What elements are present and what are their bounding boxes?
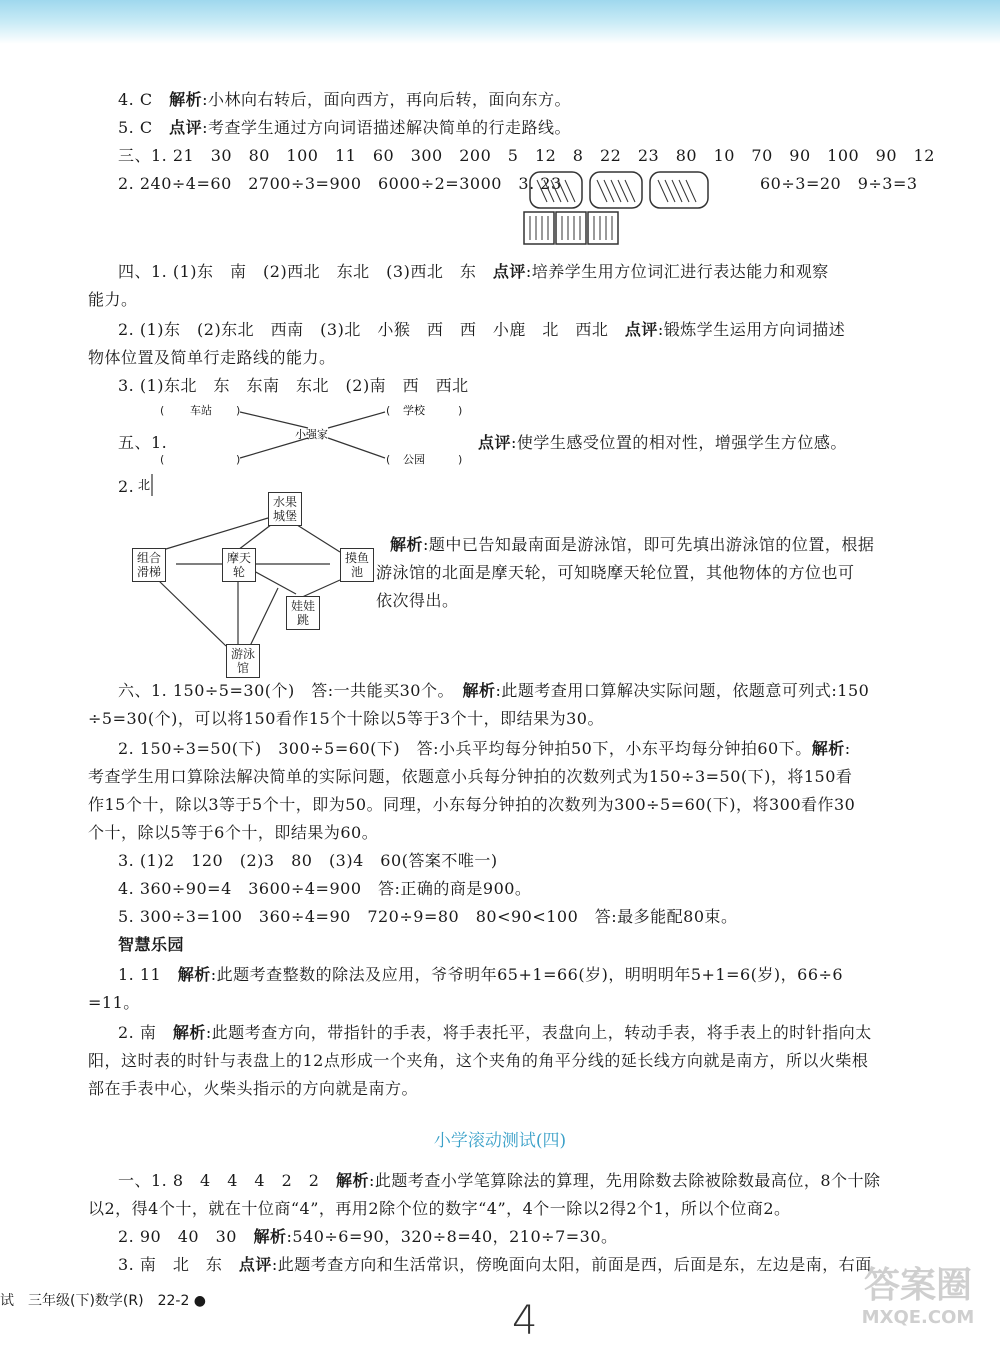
svg-text:(: ( bbox=[160, 404, 165, 417]
node-pool: 游泳馆 bbox=[226, 644, 260, 678]
svg-text:(: ( bbox=[386, 453, 391, 466]
section-4-line-2b: 物体位置及简单行走路线的能力。 bbox=[88, 348, 336, 367]
test-line-1b: 以2，得4个十，就在十位商“4”，再用2除个位的数字“4”，4个一除以2得2个1，所以个位商2。 bbox=[88, 1199, 791, 1218]
section-6-line-3: 3. (1)2 120 (2)3 80 (3)4 60(答案不唯一) bbox=[118, 851, 498, 870]
test-title: 小学滚动测试(四) bbox=[433, 1131, 567, 1151]
section-4-line-1: 四、1. (1)东 南 (2)西北 东北 (3)西北 东 点评:培养学生用方位词汇进行表达能力和观察 bbox=[118, 262, 829, 281]
svg-text:(: ( bbox=[160, 453, 165, 466]
watermark-text-1: 答案圈 bbox=[863, 1265, 972, 1306]
watermark-text-2: MXQE.COM bbox=[861, 1307, 975, 1328]
section-6-line-1b: ÷5=30(个)，可以将150看作15个十除以5等于3个十，即结果为30。 bbox=[88, 709, 604, 728]
analysis-line-3: 依次得出。 bbox=[376, 591, 459, 610]
analysis-line-1: 解析:题中已告知最南面是游泳馆，即可先填出游泳馆的位置，根据 bbox=[390, 535, 875, 554]
section-3-line-2: 2. 240÷4=60 2700÷3=900 6000÷2=3000 3. 23 bbox=[118, 174, 562, 193]
section-4-line-1b: 能力。 bbox=[88, 290, 138, 309]
svg-text:): ) bbox=[236, 453, 241, 466]
section-4-line-3: 3. (1)东北 东 东南 东北 (2)南 西 西北 bbox=[118, 376, 469, 395]
section-4-line-2: 2. (1)东 (2)东北 西南 (3)北 小猴 西 西 小鹿 北 西北 点评:锻炼学生运用方向词描述 bbox=[118, 320, 846, 339]
section-6-line-5: 5. 300÷3=100 360÷4=90 720÷9=80 80<90<100 答:最多能配80束。 bbox=[118, 907, 738, 926]
section-3-line-2b: 60÷3=20 9÷3=3 bbox=[760, 174, 918, 193]
svg-text:): ) bbox=[458, 453, 463, 466]
analysis-line-2: 游泳馆的北面是摩天轮，可知晓摩天轮位置，其他物体的方位也可 bbox=[376, 563, 855, 582]
svg-text:): ) bbox=[458, 404, 463, 417]
node-fruit-castle: 水果城堡 bbox=[268, 492, 302, 526]
svg-text:): ) bbox=[236, 404, 241, 417]
node-doll-jump: 娃娃跳 bbox=[286, 596, 320, 630]
answer-5c: 5. C 点评:考查学生通过方向词语描述解决简单的行走路线。 bbox=[118, 118, 572, 137]
diagram1-top-left: 车站 bbox=[190, 404, 212, 417]
wisdom-line-1: 1. 11 解析:此题考查整数的除法及应用，爷爷明年65+1=66(岁)，明明明年5+1=6(岁)，66÷6 bbox=[118, 965, 844, 984]
section-5-comment: 点评:使学生感受位置的相对性，增强学生方位感。 bbox=[478, 433, 847, 452]
section-5-line-2-num: 2. bbox=[118, 477, 135, 496]
section-6-line-2b: 考查学生用口算除法解决简单的实际问题，依题意小兵每分钟拍的次数列式为150÷3=50(下)，将150看 bbox=[88, 767, 853, 786]
wisdom-line-2: 2. 南 解析:此题考查方向，带指针的手表，将手表托平，表盘向上，转动手表，将手表上的时针指向太 bbox=[118, 1023, 872, 1042]
test-line-1: 一、1. 8 4 4 4 2 2 解析:此题考查小学笔算除法的算理，先用除数去除被除数最高位，8个十除 bbox=[118, 1171, 881, 1190]
section-5-prefix: 五、1. bbox=[118, 433, 168, 452]
wisdom-line-1b: =11。 bbox=[88, 993, 140, 1012]
node-slide: 组合滑梯 bbox=[132, 548, 166, 582]
section-6-line-2: 2. 150÷3=50(下) 300÷5=60(下) 答:小兵平均每分钟拍50下，小东平均每分钟拍60下。解析: bbox=[118, 739, 851, 758]
section-6-line-1: 六、1. 150÷5=30(个) 答:一共能买30个。 解析:此题考查用口算解决实际问题，依题意可列式:150 bbox=[118, 681, 870, 700]
wisdom-line-2b: 阳，这时表的时针与表盘上的12点形成一个夹角，这个夹角的角平分线的延长线方向就是南方，所以火柴根 bbox=[88, 1051, 869, 1070]
section-6-line-2d: 个十，除以5等于6个十，即结果为60。 bbox=[88, 823, 379, 842]
page-footer: 试 三年级(下)数学(R) 22-2 ● bbox=[0, 1293, 207, 1309]
top-color-band bbox=[0, 0, 1000, 44]
pencils-figure bbox=[522, 168, 722, 248]
diagram1-center: 小强家 bbox=[295, 428, 328, 441]
test-line-3: 3. 南 北 东 点评:此题考查方向和生活常识，傍晚面向太阳，前面是西，后面是东，左边是南，右面 bbox=[118, 1255, 872, 1274]
section-3-line-1: 三、1. 21 30 80 100 11 60 300 200 5 12 8 22 23 80 10 70 90 100 90 12 bbox=[118, 146, 935, 165]
section-6-line-4: 4. 360÷90=4 3600÷4=900 答:正确的商是900。 bbox=[118, 879, 532, 898]
svg-text:(: ( bbox=[386, 404, 391, 417]
section-wisdom-title: 智慧乐园 bbox=[118, 935, 185, 954]
wisdom-line-2c: 部在手表中心，火柴头指示的方向就是南方。 bbox=[88, 1079, 419, 1098]
section-6-line-2c: 作15个十，除以3等于5个十，即为50。同理，小东每分钟拍的次数列为300÷5=60(下)，将300看作30 bbox=[88, 795, 856, 814]
watermark-logo bbox=[848, 1265, 988, 1355]
diagram1-top-right: 学校 bbox=[403, 404, 425, 417]
position-diagram bbox=[160, 400, 470, 470]
north-label: 北 bbox=[138, 478, 151, 492]
test-line-2: 2. 90 40 30 解析:540÷6=90，320÷8=40，210÷7=30。 bbox=[118, 1227, 618, 1246]
diagram1-bottom-right: 公园 bbox=[403, 453, 425, 466]
node-fish-pond: 摸鱼池 bbox=[340, 548, 374, 582]
answer-4c: 4. C 解析:小林向右转后，面向西方，再向后转，面向东方。 bbox=[118, 90, 572, 109]
handwritten-page-number: 4 bbox=[512, 1298, 538, 1344]
node-ferris-wheel: 摩天轮 bbox=[222, 548, 256, 582]
